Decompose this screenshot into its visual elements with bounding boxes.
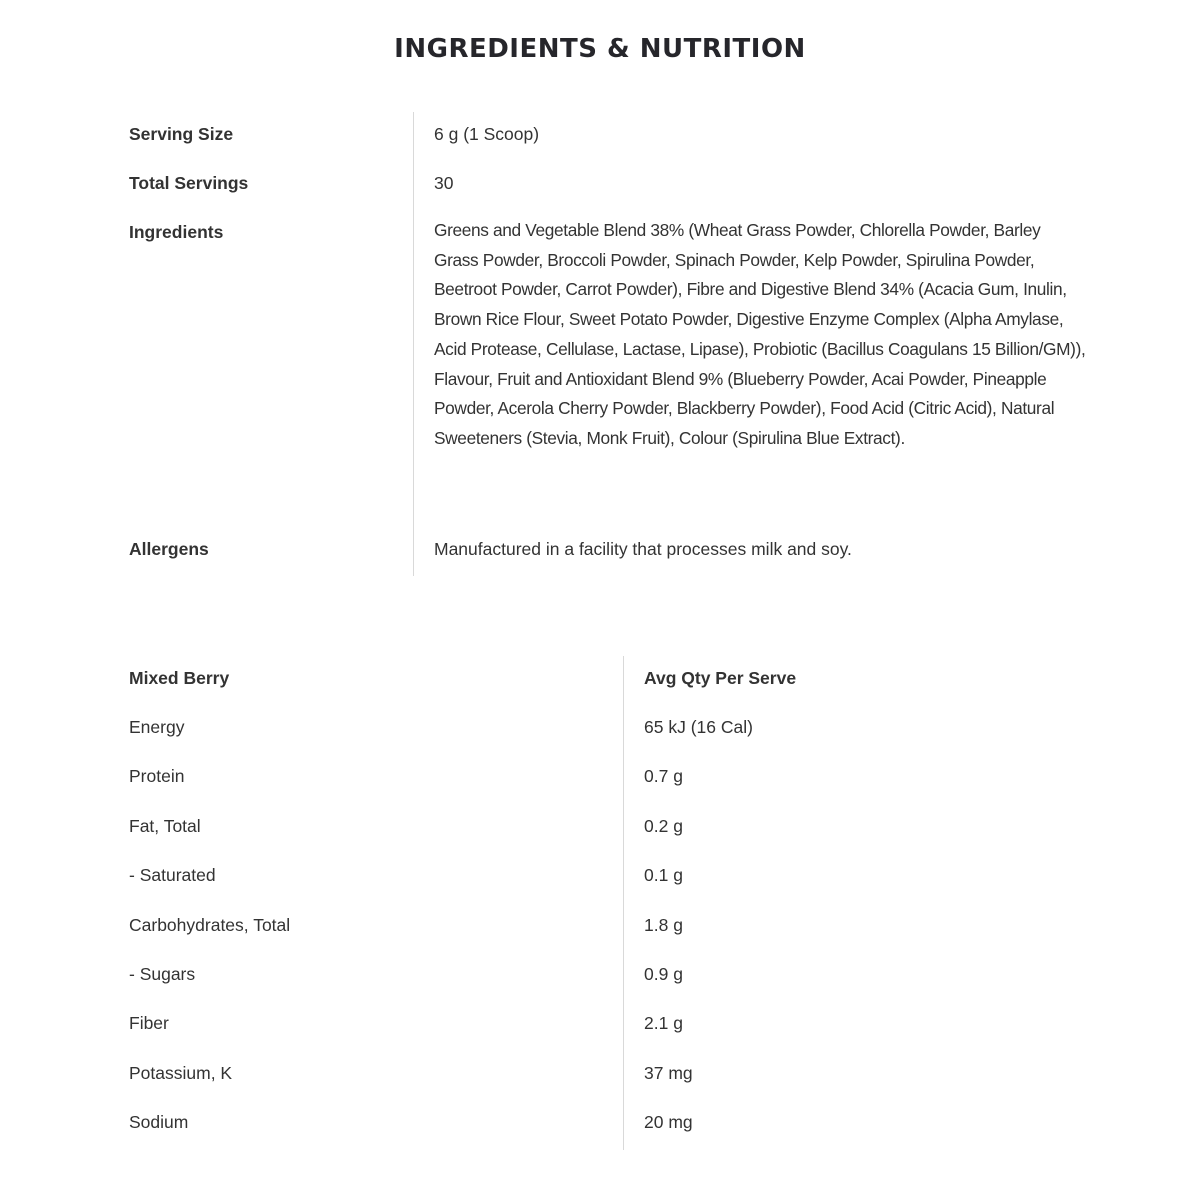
nutrient-label: Fat, Total	[129, 816, 201, 836]
allergens-label: Allergens	[129, 539, 209, 559]
info-column-divider	[413, 112, 414, 576]
nutrient-label: Fiber	[129, 1013, 169, 1033]
nutrient-value: 0.2 g	[644, 816, 683, 836]
nutrient-value: 2.1 g	[644, 1013, 683, 1033]
nutrient-value: 1.8 g	[644, 915, 683, 935]
nutrient-value: 65 kJ (16 Cal)	[644, 717, 753, 737]
ingredients-value: Greens and Vegetable Blend 38% (Wheat Grass Powder, Chlorella Powder, Barley Grass Powder, Broccoli Powder, Spinach Powder, Kelp Powder, Spirulina Powder, Beetroot Powder, Carrot Powder), Fibre and Digestive Blend 34% (Acacia Gum, Inulin, Brown Rice Flour, Sweet Potato Powder, Digestive Enzyme Complex (Alpha Amylase, Acid Protease, Cellulase, Lactase, Lipase), Probiotic (Bacillus Coagulans 15 Billion/GM)), Flavour, Fruit and Antioxidant Blend 9% (Blueberry Powder, Acai Powder, Pineapple Powder, Acerola Cherry Powder, Blackberry Powder), Food Acid (Citric Acid), Natural Sweeteners (Stevia, Monk Fruit), Colour (Spirulina Blue Extract).	[434, 220, 1086, 448]
flavour-header: Mixed Berry	[129, 668, 230, 688]
nutrient-value: 0.1 g	[644, 865, 683, 885]
table-row	[129, 816, 1089, 846]
nutrient-label: Sodium	[129, 1112, 189, 1132]
table-row	[129, 964, 1089, 994]
nutrient-label: - Saturated	[129, 865, 216, 885]
ingredients-label: Ingredients	[129, 222, 224, 242]
nutrient-label: Carbohydrates, Total	[129, 915, 291, 935]
nutrient-label: Energy	[129, 717, 185, 737]
total-servings-value: 30	[434, 173, 454, 193]
total-servings-label: Total Servings	[129, 173, 249, 193]
qty-header: Avg Qty Per Serve	[644, 668, 797, 688]
table-row	[129, 766, 1089, 796]
nutrition-header-row	[129, 668, 1089, 698]
nutrient-value: 20 mg	[644, 1112, 693, 1132]
nutrient-label: Protein	[129, 766, 185, 786]
table-row	[129, 1013, 1089, 1043]
table-row	[129, 717, 1089, 747]
nutrient-label: - Sugars	[129, 964, 196, 984]
serving-size-label: Serving Size	[129, 124, 234, 144]
table-row	[129, 1112, 1089, 1142]
allergens-value: Manufactured in a facility that processes milk and soy.	[434, 539, 852, 559]
nutrient-label: Potassium, K	[129, 1063, 233, 1083]
page-title: INGREDIENTS & NUTRITION	[394, 34, 806, 64]
table-row	[129, 865, 1089, 895]
nutrient-value: 37 mg	[644, 1063, 693, 1083]
table-row	[129, 1063, 1089, 1093]
nutrient-value: 0.7 g	[644, 766, 683, 786]
nutrient-value: 0.9 g	[644, 964, 683, 984]
table-row	[129, 915, 1089, 945]
serving-size-value: 6 g (1 Scoop)	[434, 124, 540, 144]
